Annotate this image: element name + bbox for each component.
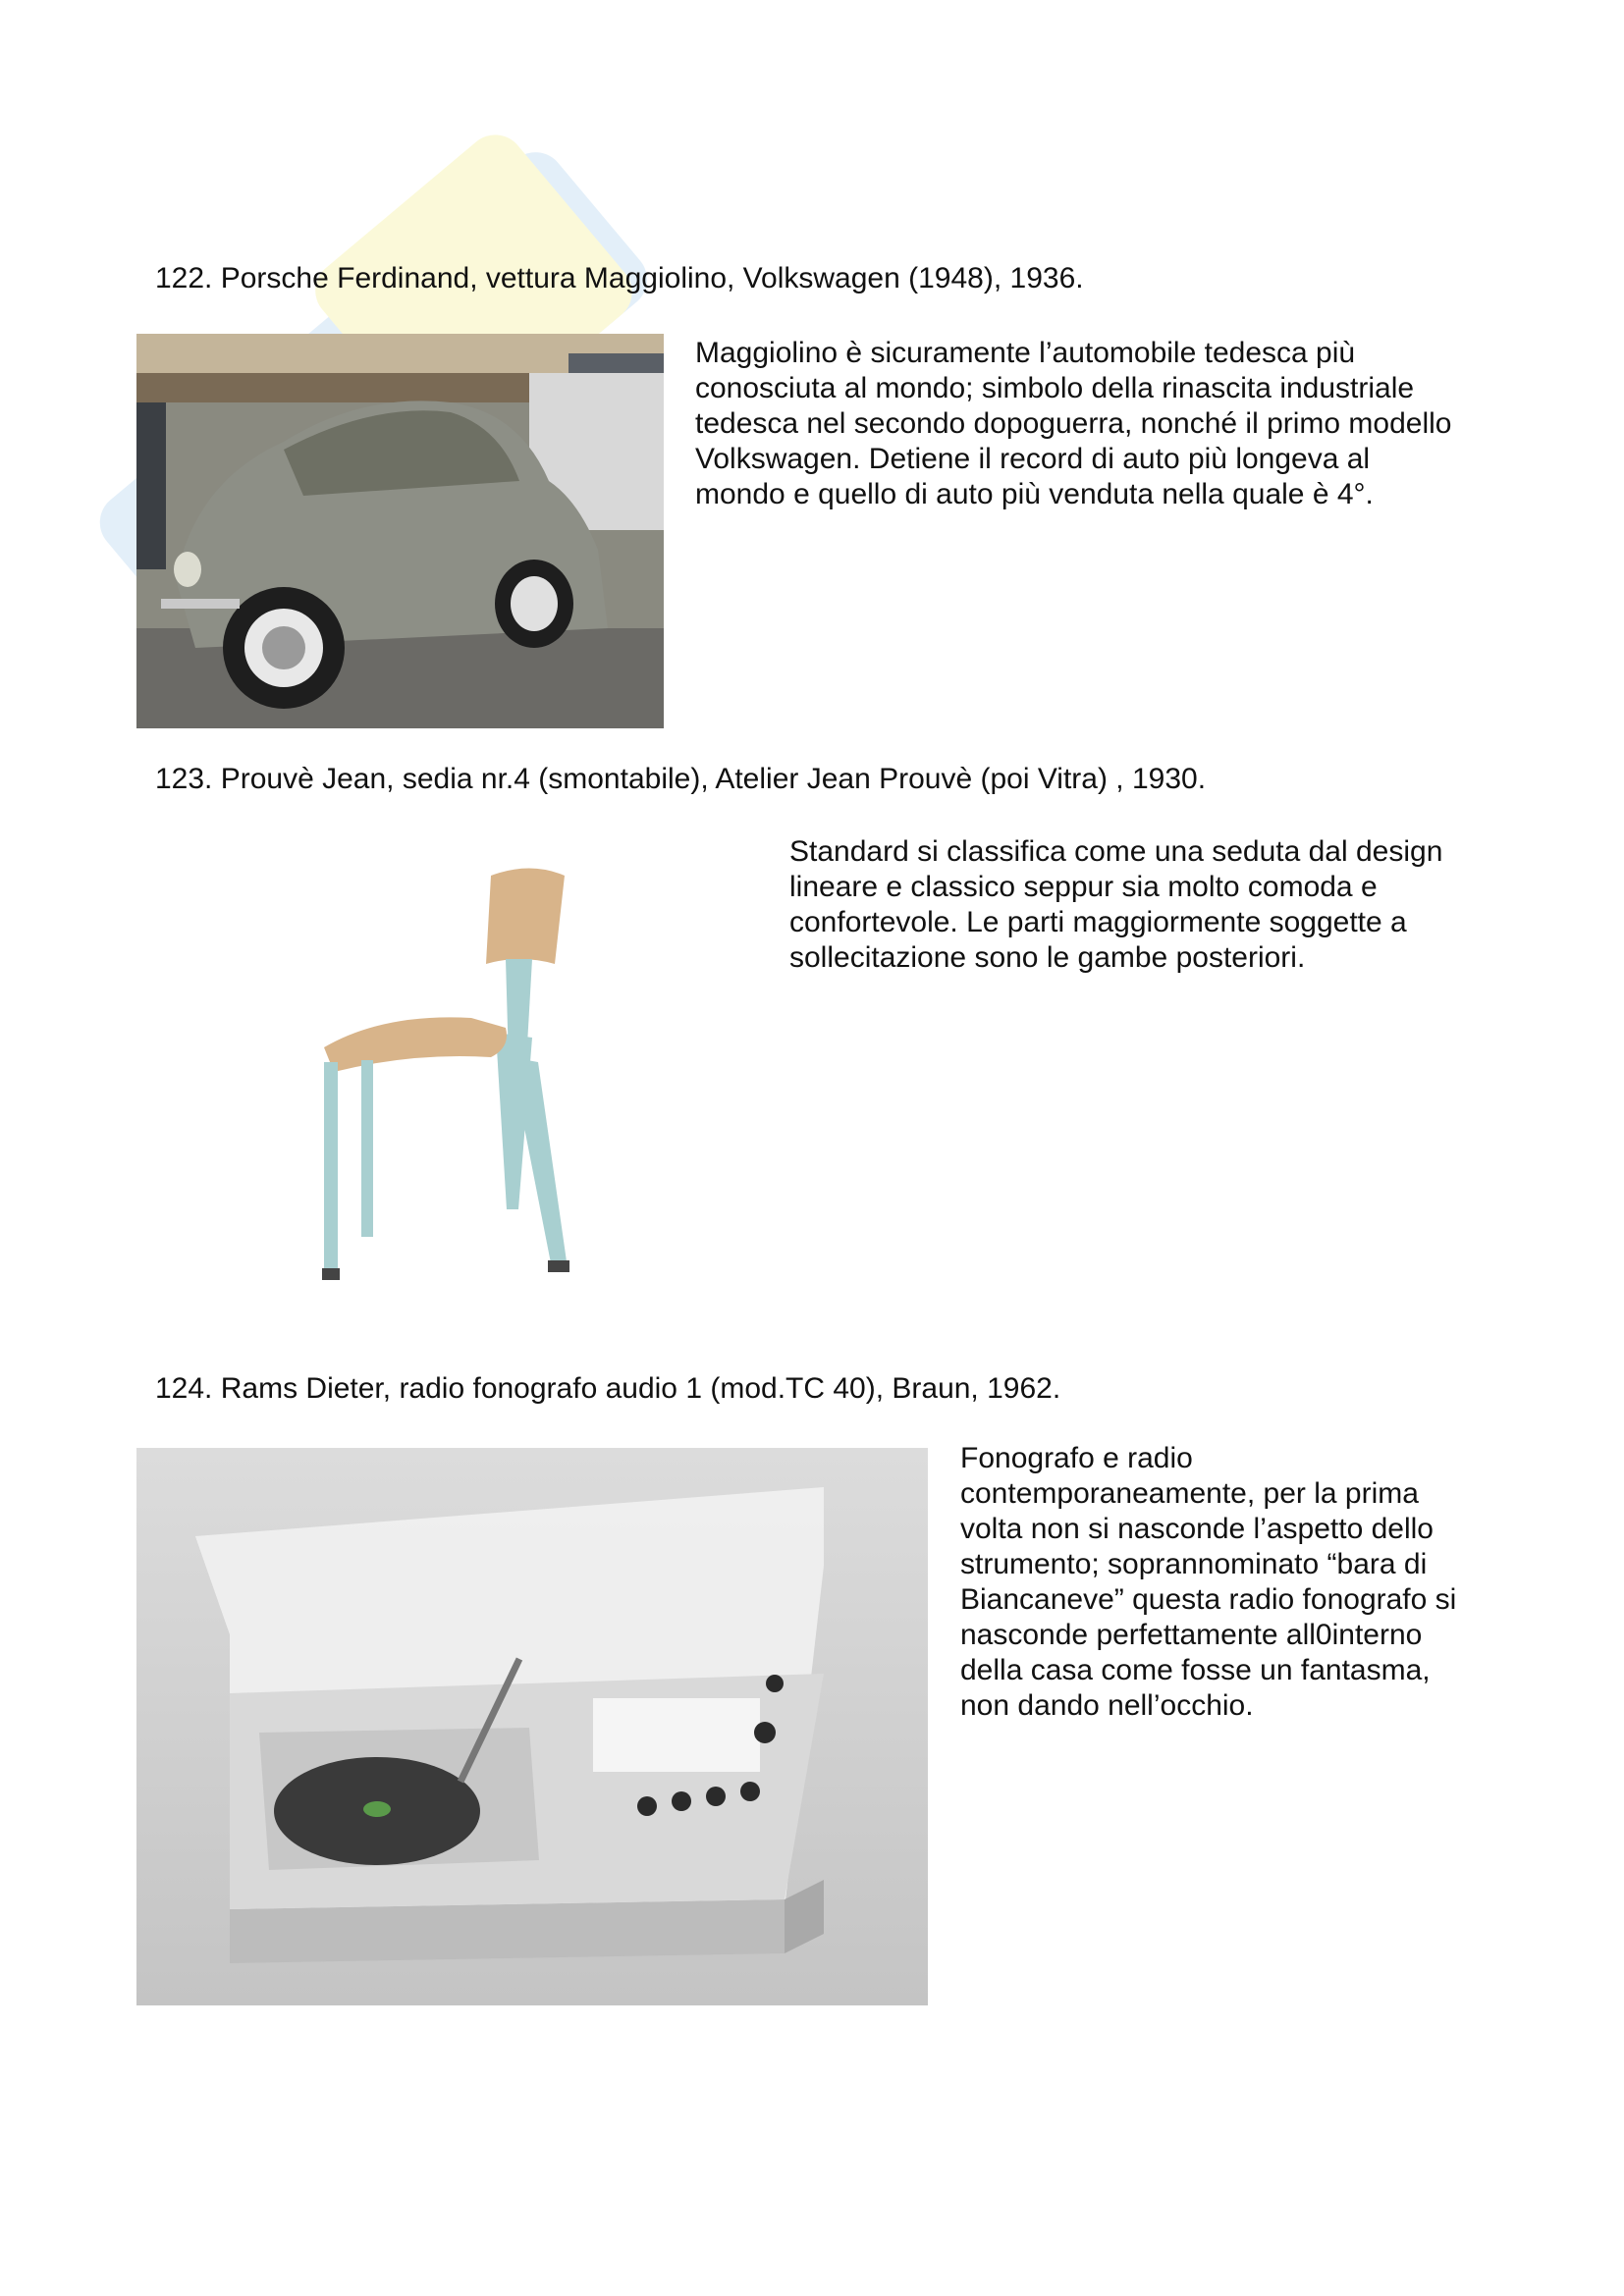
item-123-line-4: sollecitazione sono le gambe posteriori. <box>789 941 1306 974</box>
item-123-line-1: Standard si classifica come una seduta dal design <box>789 835 1443 868</box>
item-124-line-4: strumento; soprannominato “bara di <box>960 1548 1428 1580</box>
item-124-line-8: non dando nell’occhio. <box>960 1689 1254 1722</box>
item-123-line-2: lineare e classico seppur sia molto comoda e <box>789 871 1378 903</box>
item-122-line-3: tedesca nel secondo dopoguerra, nonché il primo modello <box>695 407 1452 440</box>
item-124-heading: 124. Rams Dieter, radio fonografo audio 1 (mod.TC 40), Braun, 1962. <box>155 1372 1061 1405</box>
item-124-line-6: nasconde perfettamente all0interno <box>960 1619 1423 1651</box>
item-122-line-1: Maggiolino è sicuramente l’automobile tedesca più <box>695 337 1356 369</box>
item-124-line-2: contemporaneamente, per la prima <box>960 1477 1419 1510</box>
item-124-line-7: della casa come fosse un fantasma, <box>960 1654 1431 1686</box>
item-122-line-2: conosciuta al mondo; simbolo della rinascita industriale <box>695 372 1415 404</box>
item-122-line-5: mondo e quello di auto più venduta nella quale è 4°. <box>695 478 1374 510</box>
item-124-line-3: volta non si nasconde l’aspetto dello <box>960 1513 1434 1545</box>
standard-chair-photo <box>304 836 609 1304</box>
item-124-line-1: Fonografo e radio <box>960 1442 1193 1474</box>
item-123-description <box>789 834 1442 976</box>
item-124-line-5: Biancaneve” questa radio fonografo si <box>960 1583 1457 1616</box>
braun-radio-phonograph-photo <box>136 1448 928 2005</box>
item-123-line-3: confortevole. Le parti maggiormente soggette a <box>789 906 1407 938</box>
item-123-heading: 123. Prouvè Jean, sedia nr.4 (smontabile), Atelier Jean Prouvè (poi Vitra) , 1930. <box>155 763 1207 795</box>
item-122-line-4: Volkswagen. Detiene il record di auto più longeva al <box>695 443 1371 475</box>
item-122-heading: 122. Porsche Ferdinand, vettura Maggiolino, Volkswagen (1948), 1936. <box>155 262 1084 294</box>
item-124-description <box>960 1441 1456 1724</box>
volkswagen-beetle-car-photo <box>136 334 664 728</box>
item-122-description <box>695 336 1452 512</box>
